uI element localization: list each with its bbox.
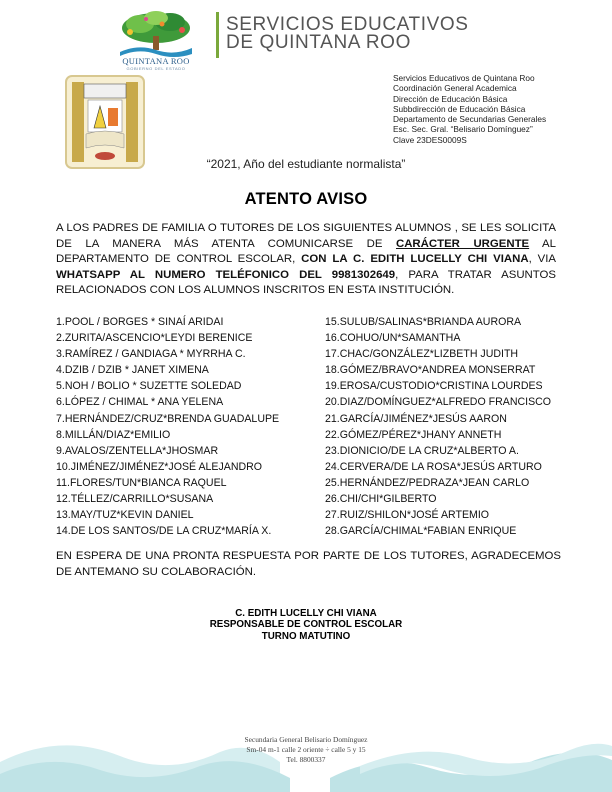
student-list-left	[56, 314, 326, 539]
institution-line: Esc. Sec. Gral. “Belisario Domínguez”	[393, 124, 533, 135]
list-item: 5.NOH / BOLIO * SUZETTE SOLEDAD	[56, 380, 242, 393]
institution-block	[393, 73, 593, 145]
urgent-text: CARÁCTER URGENTE	[395, 237, 530, 250]
notice-title: ATENTO AVISO	[244, 190, 368, 208]
list-item: 12.TÉLLEZ/CARRILLO*SUSANA	[56, 493, 214, 506]
header-divider	[216, 12, 219, 58]
logo-brand-text: QUINTANA ROO	[122, 56, 190, 66]
list-item: 16.COHUO/UN*SAMANTHA	[325, 332, 461, 345]
institution-line: Dirección de Educación Básica	[393, 93, 508, 104]
list-item: 6.LÓPEZ / CHIMAL * ANA YELENA	[56, 396, 224, 409]
list-item: 4.DZIB / DZIB * JANET XIMENA	[56, 364, 209, 377]
list-item: 26.CHI/CHI*GILBERTO	[325, 493, 437, 506]
signatory-name: C. EDITH LUCELLY CHI VIANA	[235, 608, 377, 619]
list-item: 28.GARCÍA/CHIMAL*FABIAN ENRIQUE	[325, 525, 517, 538]
list-item: 14.DE LOS SANTOS/DE LA CRUZ*MARÍA X.	[56, 525, 272, 538]
list-item: 15.SULUB/SALINAS*BRIANDA AURORA	[325, 316, 522, 328]
list-item: 25.HERNÁNDEZ/PEDRAZA*JEAN CARLO	[325, 476, 530, 489]
header-title-line2: DE QUINTANA ROO	[226, 32, 411, 53]
intro-text-3: , VIA	[528, 253, 556, 266]
institution-line: Subbdirección de Educación Básica	[393, 103, 526, 114]
list-item: 20.DIAZ/DOMÍNGUEZ*ALFREDO FRANCISCO	[325, 396, 552, 409]
footer-street: Sm-04 m-1 calle 2 oriente ÷ calle 5 y 15	[246, 745, 366, 755]
list-item: 21.GARCÍA/JIMÉNEZ*JESÚS AARON	[325, 412, 507, 425]
institution-line: Coordinación General Academica	[393, 83, 517, 94]
signatory-shift: TURNO MATUTINO	[261, 630, 351, 642]
quintana-roo-logo	[100, 10, 212, 72]
header-title	[226, 16, 556, 52]
header-title-line1: SERVICIOS EDUCATIVOS	[226, 14, 469, 35]
intro-text-1: A LOS PADRES DE FAMILIA O TUTORES DE LOS SIGUIENTES ALUMNOS , SE LES SOLICITA DE LA MANERA MÁS ATENTA COMUNICARSE DE	[56, 222, 556, 250]
list-item: 22.GÓMEZ/PÉREZ*JHANY ANNETH	[325, 428, 502, 441]
list-item: 9.AVALOS/ZENTELLA*JHOSMAR	[56, 444, 219, 457]
student-list-right	[325, 314, 575, 539]
footer-school-name: Secundaria General Belisario Domínguez	[244, 735, 368, 744]
list-item: 27.RUIZ/SHILON*JOSÉ ARTEMIO	[325, 509, 490, 522]
institution-line: Departamento de Secundarias Generales	[393, 114, 547, 125]
list-item: 1.POOL / BORGES * SINAÍ ARIDAI	[56, 316, 224, 328]
intro-text-4: , PARA TRATAR ASUNTOS RELACIONADOS CON LOS ALUMNOS INSCRITOS EN ESTA INSTITUCIÓN.	[56, 268, 556, 297]
footer-address	[0, 735, 612, 766]
list-item: 19.EROSA/CUSTODIO*CRISTINA LOURDES	[325, 380, 543, 393]
signatory-role: RESPONSABLE DE CONTROL ESCOLAR	[209, 619, 403, 631]
institution-line: Servicios Educativos de Quintana Roo	[393, 73, 535, 83]
list-item: 11.FLORES/TUN*BIANCA RAQUEL	[56, 476, 227, 489]
intro-paragraph	[56, 221, 556, 299]
list-item: 18.GÓMEZ/BRAVO*ANDREA MONSERRAT	[325, 364, 536, 377]
intro-text-2: AL DEPARTAMENTO DE CONTROL ESCOLAR,	[56, 237, 556, 266]
year-motto: “2021, Año del estudiante normalista”	[206, 157, 406, 171]
logo-tagline: GOBIERNO DEL ESTADO	[126, 66, 186, 71]
list-item: 7.HERNÁNDEZ/CRUZ*BRENDA GUADALUPE	[56, 412, 280, 425]
contact-name: CON LA C. EDITH LUCELLY CHI VIANA	[301, 253, 529, 266]
list-item: 3.RAMÍREZ / GANDIAGA * MYRRHA C.	[56, 348, 246, 361]
list-item: 13.MAY/TUZ*KEVIN DANIEL	[56, 509, 194, 522]
footer-phone: Tel. 8800337	[286, 755, 326, 765]
list-item: 17.CHAC/GONZÁLEZ*LIZBETH JUDITH	[325, 348, 519, 361]
list-item: 24.CERVERA/DE LA ROSA*JESÚS ARTURO	[325, 460, 542, 473]
signature-block	[0, 608, 612, 642]
whatsapp-number: WHATSAPP AL NUMERO TELÉFONICO DEL 9981302649	[56, 268, 396, 281]
list-item: 23.DIONICIO/DE LA CRUZ*ALBERTO A.	[325, 444, 519, 457]
list-item: 2.ZURITA/ASCENCIO*LEYDI BERENICE	[56, 332, 253, 345]
institution-line: Clave 23DES0009S	[393, 134, 467, 145]
list-item: 8.MILLÁN/DIAZ*EMILIO	[56, 428, 171, 441]
tree-logo-icon	[100, 10, 212, 58]
list-item: 10.JIMÉNEZ/JIMÉNEZ*JOSÉ ALEJANDRO	[56, 460, 263, 473]
closing-paragraph: EN ESPERA DE UNA PRONTA RESPUESTA POR PARTE DE LOS TUTORES, AGRADECEMOS DE ANTEMANO SU COLABORACIÓN.	[56, 550, 561, 579]
